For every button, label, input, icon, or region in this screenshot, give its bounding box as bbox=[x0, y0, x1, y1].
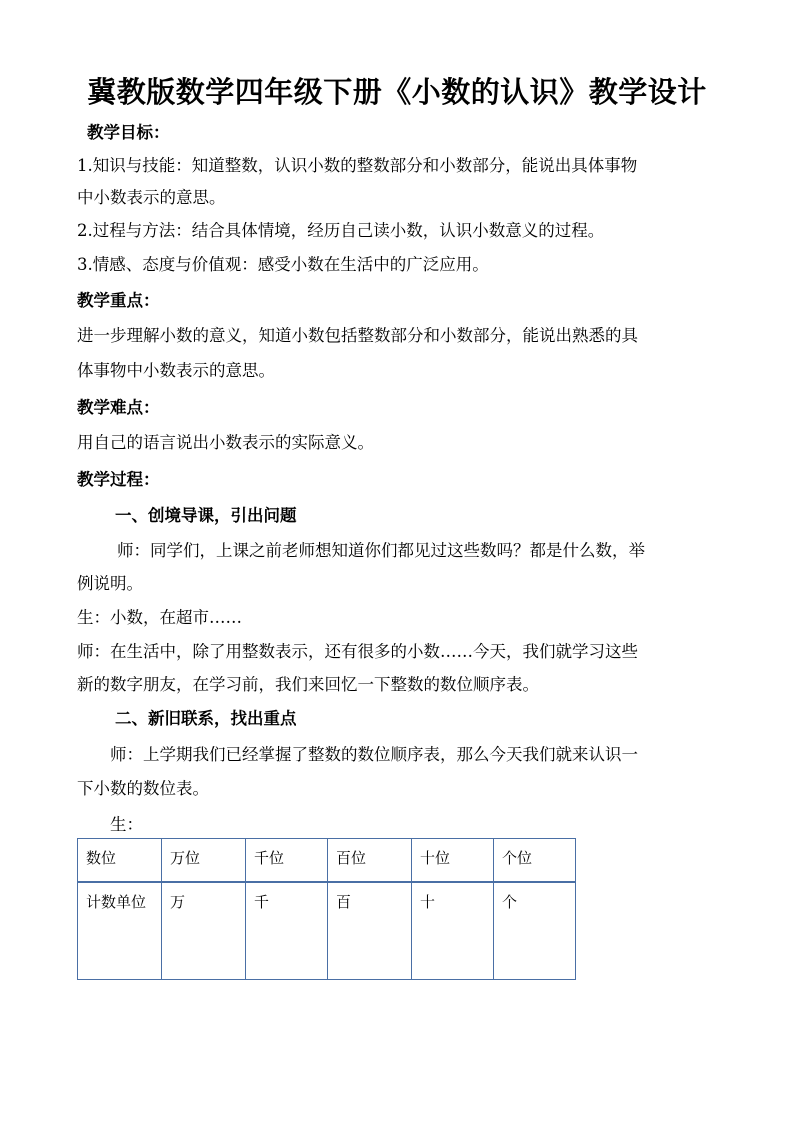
paragraph-3-line-1: 师：在生活中，除了用整数表示，还有很多的小数……今天，我们就学习这些 bbox=[77, 642, 638, 661]
table-cell: 个位 bbox=[494, 839, 576, 883]
table-cell: 万 bbox=[162, 882, 246, 980]
table-cell: 十 bbox=[412, 882, 494, 980]
goals-heading: 教学目标： bbox=[87, 123, 170, 142]
paragraph-4-line-2: 下小数的数位表。 bbox=[77, 779, 209, 798]
difficulty-heading: 教学难点： bbox=[77, 398, 160, 417]
process-heading: 教学过程： bbox=[77, 470, 160, 489]
goal-2: 2.过程与方法：结合具体情境，经历自己读小数，认识小数意义的过程。 bbox=[77, 221, 605, 240]
key-points-heading: 教学重点： bbox=[77, 291, 160, 310]
table-cell: 千 bbox=[246, 882, 328, 980]
table-cell: 计数单位 bbox=[78, 882, 162, 980]
table-cell: 百 bbox=[328, 882, 412, 980]
goal-1-line-2: 中小数表示的意思。 bbox=[77, 188, 226, 207]
paragraph-1-line-2: 例说明。 bbox=[77, 574, 143, 593]
goal-1-line-1: 1.知识与技能：知道整数，认识小数的整数部分和小数部分，能说出具体事物 bbox=[77, 156, 638, 175]
paragraph-2: 生：小数，在超市…… bbox=[77, 608, 242, 627]
difficulty-text: 用自己的语言说出小数表示的实际意义。 bbox=[77, 433, 374, 452]
table-cell: 个 bbox=[494, 882, 576, 980]
table-cell: 十位 bbox=[412, 839, 494, 883]
paragraph-3-line-2: 新的数字朋友，在学习前，我们来回忆一下整数的数位顺序表。 bbox=[77, 675, 539, 694]
key-points-line-1: 进一步理解小数的意义，知道小数包括整数部分和小数部分，能说出熟悉的具 bbox=[77, 326, 638, 345]
paragraph-5: 生： bbox=[110, 815, 143, 834]
key-points-line-2: 体事物中小数表示的意思。 bbox=[77, 361, 275, 380]
table-row bbox=[78, 882, 576, 980]
document-title: 冀教版数学四年级下册《小数的认识》教学设计 bbox=[87, 75, 707, 109]
table-row bbox=[78, 839, 576, 883]
table-cell: 千位 bbox=[246, 839, 328, 883]
goal-3: 3.情感、态度与价值观：感受小数在生活中的广泛应用。 bbox=[77, 255, 489, 274]
table-cell: 百位 bbox=[328, 839, 412, 883]
section-1-heading: 一、创境导课，引出问题 bbox=[115, 506, 297, 525]
table-cell: 万位 bbox=[162, 839, 246, 883]
paragraph-1-line-1: 师：同学们，上课之前老师想知道你们都见过这些数吗？都是什么数，举 bbox=[117, 541, 645, 560]
paragraph-4-line-1: 师：上学期我们已经掌握了整数的数位顺序表，那么今天我们就来认识一 bbox=[110, 745, 638, 764]
place-value-table bbox=[77, 838, 576, 980]
table-cell: 数位 bbox=[78, 839, 162, 883]
section-2-heading: 二、新旧联系，找出重点 bbox=[115, 709, 297, 728]
